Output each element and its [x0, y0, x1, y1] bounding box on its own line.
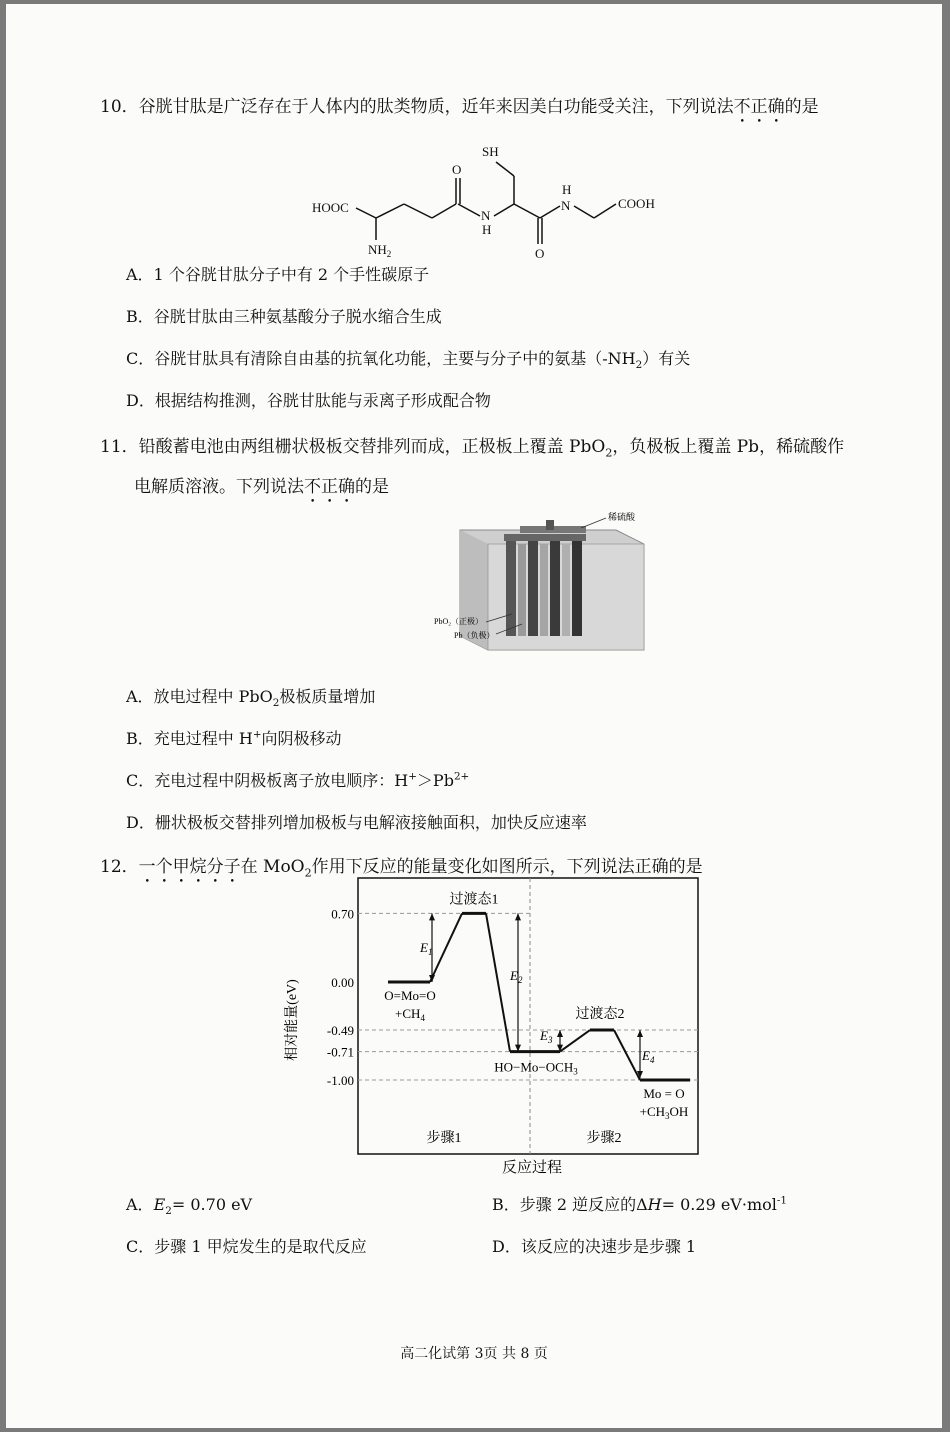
hydrogen-label-2: H — [562, 182, 572, 197]
q12-option-b: B．步骤 2 逆反应的ΔH= 0.29 eV·mol$^{-1}$ — [492, 1194, 787, 1214]
e3-label: $E_3$ — [540, 1028, 553, 1045]
q10-option-b: B．谷胱甘肽由三种氨基酸分子脱水缩合生成 — [126, 307, 442, 326]
q10-option-d: D．根据结构推测，谷胱甘肽能与汞离子形成配合物 — [126, 391, 491, 410]
oxygen-label: O — [452, 162, 462, 177]
page-footer: 高二化试第 3页 共 8 页 — [400, 1346, 548, 1362]
oxygen-label-2: O — [535, 246, 545, 261]
y-tick-label: 0.70 — [331, 906, 354, 922]
q10-option-a: A．1 个谷胱甘肽分子中有 2 个手性碳原子 — [126, 265, 430, 284]
q10-option-c: C．谷胱甘肽具有清除自由基的抗氧化功能，主要与分子中的氨基$(-NH_2)$有关 — [126, 349, 691, 372]
e1-arrow-head — [429, 913, 435, 920]
q11-option-c: C．充电过程中阴极板离子放电顺序：$H^+>Pb^{2+}$ — [126, 770, 470, 790]
q11-option-b: B．充电过程中 H+向阴极移动 — [126, 728, 342, 748]
glutathione-structure — [296, 132, 676, 262]
e1-label: $E_1$ — [420, 940, 433, 957]
nitrogen-label: N — [481, 208, 491, 223]
emphasis-text: 不正确 — [733, 97, 785, 117]
hooc-label: HOOC — [312, 200, 349, 215]
step2-label: 步骤2 — [586, 1131, 622, 1146]
e4-arrow-head — [637, 1030, 643, 1037]
pb-label: Pb（负极） — [454, 631, 495, 640]
ts1-label: 过渡态1 — [449, 892, 499, 908]
q12-option-c: C．步骤 1 甲烷发生的是取代反应 — [126, 1237, 367, 1256]
e4-label: $E_4$ — [642, 1048, 655, 1065]
q12-option-d: D．该反应的决速步是步骤 1 — [492, 1237, 697, 1256]
product-label: Mo = O — [643, 1086, 685, 1101]
stem-text: 谷胱甘肽是广泛存在于人体内的肽类物质，近年来因美白功能受关注，下列说法 — [138, 97, 734, 117]
acid-label: 稀硫酸 — [608, 512, 636, 522]
q12-option-a: A．$E_2= 0.70$ eV — [126, 1195, 253, 1218]
y-tick-label: -0.71 — [326, 1044, 354, 1060]
emphasis-text: 不正确 — [304, 477, 355, 497]
lead-acid-battery-figure — [426, 504, 666, 660]
question-12-stem: 12．一个甲烷分子在 MoO$_2$作用下反应的能量变化如图所示，下列说法正确的是 — [100, 857, 703, 880]
energy-path-segment — [560, 1030, 590, 1052]
e2-label: $E_2$ — [510, 968, 523, 985]
question-11-line2: 电解质溶液。下列说法不正确的是 — [134, 477, 389, 497]
question-11-line1: 11．铅酸蓄电池由两组栅状极板交替排列而成，正极板上覆盖 PbO$_2$，负极板上覆盖 Pb，稀硫酸作 — [100, 437, 845, 460]
reactant-label: O=Mo=O — [384, 988, 436, 1003]
product-label-2: $+CH_3OH$ — [639, 1104, 689, 1121]
exam-page — [6, 4, 942, 1428]
emphasis-text: 一个甲烷分子 — [138, 857, 241, 877]
energy-path-segment — [614, 1030, 640, 1080]
energy-profile-chart — [278, 868, 718, 1188]
y-tick-label: 0.00 — [331, 975, 354, 990]
x-axis-label: 反应过程 — [501, 1160, 563, 1176]
hydrogen-label: H — [482, 222, 492, 237]
question-10-stem — [100, 92, 819, 127]
energy-path-segment — [430, 913, 462, 982]
nitrogen-label-2: N — [561, 198, 571, 213]
q11-option-a: A．放电过程中 PbO$_2$极板质量增加 — [126, 687, 376, 710]
stem-end: 的是 — [784, 97, 819, 117]
nh2-label: $NH_2$ — [368, 242, 392, 259]
e2-arrow-head — [515, 913, 521, 920]
energy-path-segment — [486, 913, 510, 1051]
y-axis-label: 相对能量(eV) — [285, 979, 300, 1061]
reactant-label-2: $+CH_4$ — [395, 1006, 425, 1023]
y-tick-label: -0.49 — [326, 1023, 354, 1039]
sh-label: SH — [482, 144, 499, 159]
ts2-label: 过渡态2 — [575, 1007, 625, 1023]
step1-label: 步骤1 — [426, 1131, 462, 1146]
q11-option-d: D．栅状极板交替排列增加极板与电解液接触面积，加快反应速率 — [126, 813, 587, 832]
y-tick-label: -1.00 — [326, 1073, 354, 1088]
cooh-label: COOH — [618, 196, 655, 211]
pbo2-label: PbO₂（正极） — [434, 617, 484, 626]
question-number: 10． — [100, 97, 139, 117]
e3-arrow-head — [557, 1030, 563, 1037]
intermediate-label: $HO-Mo-OCH_3$ — [494, 1059, 578, 1077]
